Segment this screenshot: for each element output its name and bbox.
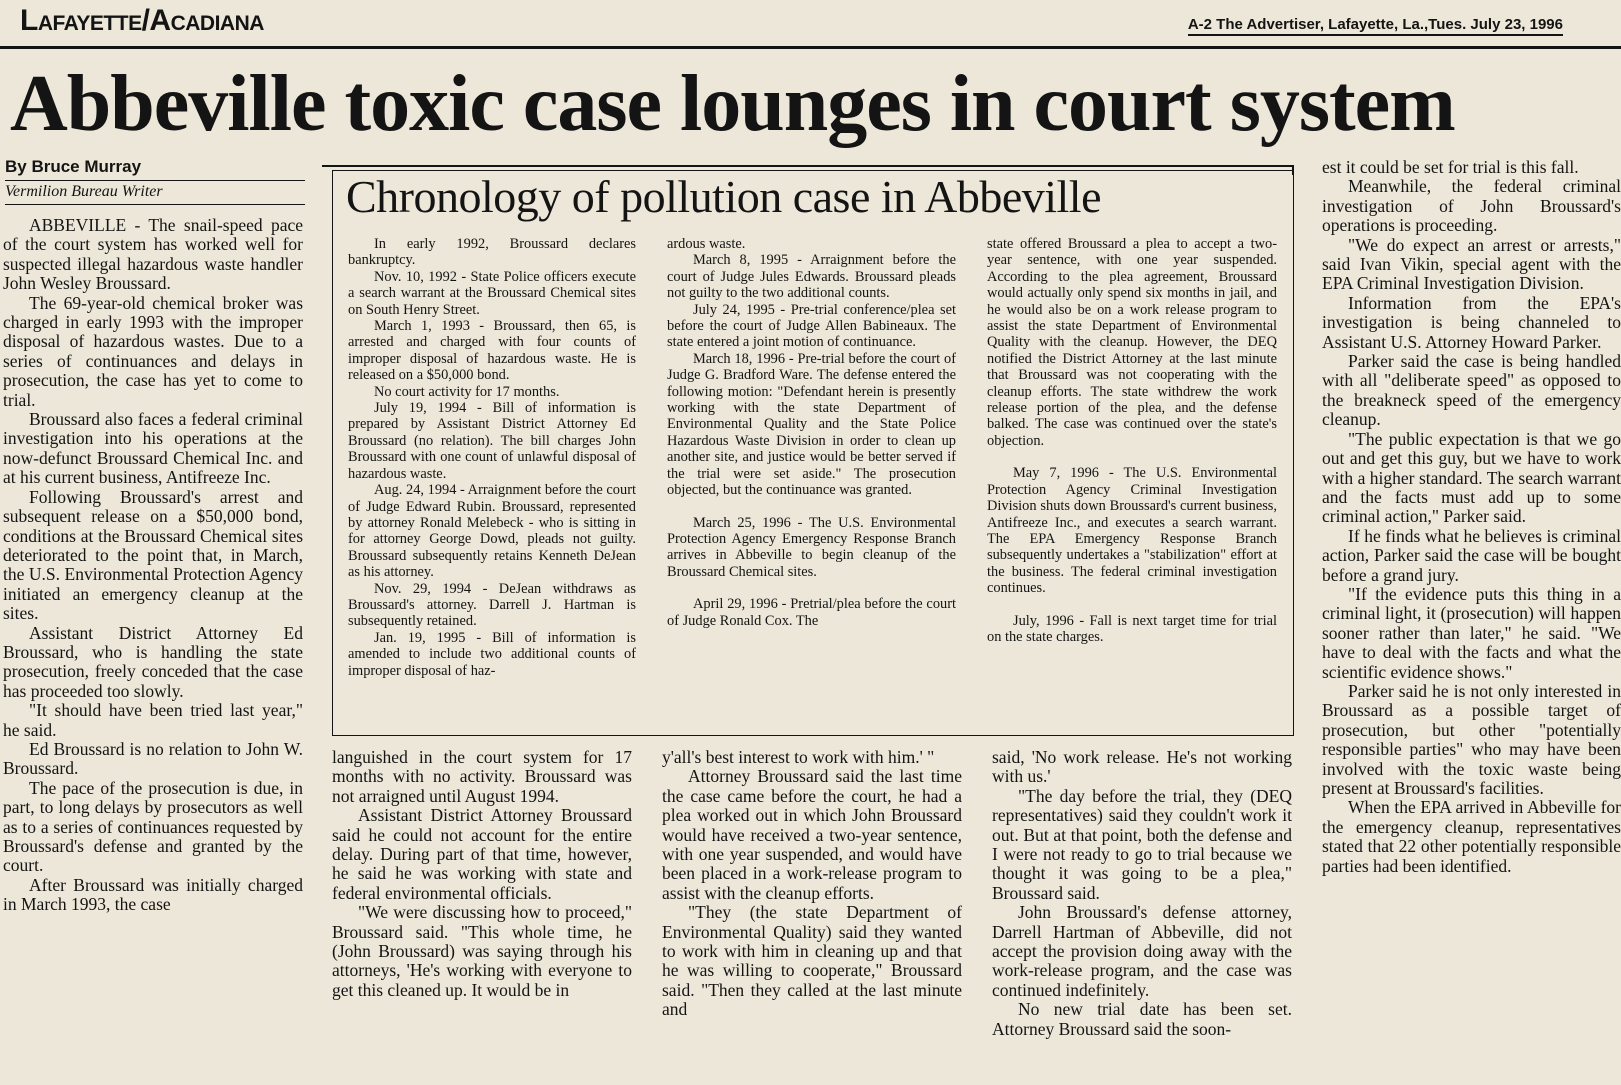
paragraph: The pace of the prosecution is due, in part, to long delays by prosecutors as well as to a series of continuances requested by Broussard's defense and granted by the court.	[3, 777, 303, 876]
chronology-entry: March 8, 1995 - Arraignment before the court of Judge Jules Edwards. Broussard pleads not guilty to the two additional counts.	[667, 252, 956, 302]
article-column-4	[992, 748, 1292, 1085]
chronology-entry: ardous waste.	[667, 236, 746, 252]
paragraph: Following Broussard's arrest and subsequent release on a $50,000 bond, conditions at the Broussard Chemical sites deteriorated to the point that, in March, the U.S. Environmental Protection Agency initiated an emergency cleanup at the sites.	[3, 486, 303, 624]
chronology-entry: Nov. 10, 1992 - State Police officers execute a search warrant at the Broussard Chemical sites on South Henry Street.	[348, 268, 636, 318]
page-folio: A-2 The Advertiser, Lafayette, La.,Tues. July 23, 1996	[1188, 16, 1563, 36]
paragraph: ABBEVILLE - The snail-speed pace of the court system has worked well for suspected illegal hazardous waste handler John Wesley Broussard.	[3, 216, 303, 294]
article-column-3	[662, 748, 962, 1085]
chronology-column-1	[348, 236, 636, 716]
article-column-1	[3, 216, 303, 1085]
chronology-entry: April 29, 1996 - Pretrial/plea before the court of Judge Ronald Cox. The	[667, 596, 956, 629]
headline: Abbeville toxic case lounges in court system	[10, 60, 1455, 148]
chronology-entry: May 7, 1996 - The U.S. Environmental Protection Agency Criminal Investigation Division shuts down Broussard's current business, Antifreeze Inc., and executes a search warrant. The EPA Emergency Response Branch subsequently undertakes a "stabilization" effort at the business. The federal criminal investigation continues.	[987, 465, 1277, 597]
chronology-entry: March 18, 1996 - Pre-trial before the court of Judge G. Bradford Ware. The defense entered the following motion: "Defendant herein is presently working with the state Department of Environmental Quality and the State Police Hazardous Waste Division in order to clean up another site, and justice would be better served if the trial were set aside." The prosecution objected, but the continuance was granted.	[667, 350, 956, 499]
paragraph: "We were discussing how to proceed," Broussard said. "This whole time, he (John Broussard) was saying through his attorneys, 'He's working with everyone to get this cleaned up. It would be in	[332, 902, 632, 1000]
paragraph: Parker said he is not only interested in Broussard as a possible target of prosecution, but other "potentially responsible parties" who may have been involved with the toxic waste being present at Broussard's facilities.	[1322, 680, 1621, 798]
chronology-entry: state offered Broussard a plea to accept a two-year sentence, with one year suspended. According to the plea agreement, Broussard would actually only spend six months in jail, and he would also be on a work release program to assist the state Department of Environmental Quality with the cleanup. However, the DEQ notified the District Attorney at the last minute that Broussard was not cooperating with the cleanup efforts. The state withdrew the work release portion of the plea, and the defense balked. The case was continued over the state's objection.	[987, 236, 1277, 449]
paragraph: est it could be set for trial is this fall.	[1322, 158, 1579, 177]
chronology-entry: July, 1996 - Fall is next target time for trial on the state charges.	[987, 612, 1277, 645]
bureau-rule	[5, 204, 305, 205]
chronology-entry: Nov. 29, 1994 - DeJean withdraws as Broussard's attorney. Darrell J. Hartman is subsequently retained.	[348, 580, 636, 630]
masthead-rule	[0, 46, 1621, 49]
bureau-line: Vermilion Bureau Writer	[5, 183, 163, 200]
paragraph: "It should have been tried last year," he said.	[3, 700, 303, 740]
paragraph: No new trial date has been set. Attorney Broussard said the soon-	[992, 999, 1292, 1039]
paragraph: "If the evidence puts this thing in a criminal light, it (prosecution) will happen sooner rather than later," he said. "We have to deal with the facts and what the scientific evidence shows."	[1322, 583, 1621, 682]
chronology-entry: March 1, 1993 - Broussard, then 65, is arrested and charged with four counts of improper disposal of hazardous waste. He is released on a $50,000 bond.	[348, 318, 636, 384]
paragraph: Parker said the case is being handled with all "deliberate speed" as opposed to the breakneck speed of the emergency cleanup.	[1322, 351, 1621, 430]
chronology-entry: March 25, 1996 - The U.S. Environmental Protection Agency Emergency Response Branch arrives in Abbeville to begin cleanup of the Broussard Chemical sites.	[667, 514, 956, 580]
paragraph: y'all's best interest to work with him.' "	[662, 748, 935, 767]
paragraph: When the EPA arrived in Abbeville for the emergency cleanup, representatives stated that 22 other potentially responsible parties had been identified.	[1322, 797, 1621, 876]
article-column-5	[1322, 158, 1621, 1085]
chronology-entry: In early 1992, Broussard declares bankruptcy.	[348, 236, 636, 269]
chronology-entry: July 24, 1995 - Pre-trial conference/plea set before the court of Judge Allen Babineaux. The state entered a joint motion of continuance.	[667, 301, 956, 351]
paragraph: Broussard also faces a federal criminal investigation into his operations at the now-defunct Broussard Chemical Inc. and at his current business, Antifreeze Inc.	[3, 409, 303, 488]
chronology-top-rule	[322, 165, 1294, 167]
chronology-column-3	[987, 236, 1277, 716]
chronology-entry: Aug. 24, 1994 - Arraignment before the court of Judge Edward Rubin. Broussard, represented by attorney Ronald Melebeck - who is sitting in for attorney George Dowd, pleads not guilty. Broussard subsequently retains Kenneth DeJean as his attorney.	[348, 482, 636, 581]
chronology-entry: Jan. 19, 1995 - Bill of information is amended to include two additional counts of improper disposal of haz-	[348, 629, 636, 679]
paragraph: languished in the court system for 17 months with no activity. Broussard was not arraigned until August 1994.	[332, 748, 632, 806]
paragraph: Meanwhile, the federal criminal investigation of John Broussard's operations is proceeding.	[1322, 176, 1621, 236]
paragraph: "The public expectation is that we go out and get this guy, but we have to work with a higher standard. The search warrant and the facts must add up to some criminal action," Parker said.	[1322, 428, 1621, 527]
article-column-2	[332, 748, 632, 1085]
paragraph: Attorney Broussard said the last time the case came before the court, he had a plea worked out in which John Broussard would have received a two-year sentence, with one year suspended, and would have been placed in a work-release program to assist with the cleanup efforts.	[662, 766, 962, 903]
byline-rule	[5, 180, 305, 181]
paragraph: Ed Broussard is no relation to John W. Broussard.	[3, 738, 303, 779]
paragraph: If he finds what he believes is criminal action, Parker said the case will be bought before a grand jury.	[1322, 525, 1621, 585]
paragraph: Assistant District Attorney Broussard said he could not account for the entire delay. During part of that time, however, he said he was working with state and federal environmental officials.	[332, 805, 632, 903]
chronology-entry: July 19, 1994 - Bill of information is prepared by Assistant District Attorney Ed Broussard (no relation). The bill charges John Broussard with one count of unlawful disposal of hazardous waste.	[348, 400, 636, 482]
paragraph: After Broussard was initially charged in March 1993, the case	[3, 874, 303, 915]
paragraph: "The day before the trial, they (DEQ representatives) said they couldn't work it out. But at that point, both the defense and I were not ready to go to trial because we thought it was going to be a plea," Broussard said.	[992, 785, 1292, 903]
section-heading: Lafayette/Acadiana	[20, 4, 264, 37]
chronology-title: Chronology of pollution case in Abbeville	[346, 171, 1102, 222]
paragraph: said, 'No work release. He's not working with us.'	[992, 748, 1292, 787]
paragraph: John Broussard's defense attorney, Darrell Hartman of Abbeville, did not accept the provision doing away with the work-release program, and the case was continued indefinitely.	[992, 902, 1292, 1000]
paragraph: "We do expect an arrest or arrests," said Ivan Vikin, special agent with the EPA Criminal Investigation Division.	[1322, 234, 1621, 294]
paragraph: Information from the EPA's investigation is being channeled to Assistant U.S. Attorney Howard Parker.	[1322, 292, 1621, 352]
chronology-column-2	[667, 236, 956, 716]
byline: By Bruce Murray	[5, 157, 142, 176]
paragraph: Assistant District Attorney Ed Broussard, who is handling the state prosecution, freely conceded that the case has proceeded too slowly.	[3, 622, 303, 701]
paragraph: "They (the state Department of Environmental Quality) said they wanted to work with him in cleaning up and that he was willing to cooperate," Broussard said. "Then they called at the last minute and	[662, 902, 962, 1020]
chronology-entry: No court activity for 17 months.	[374, 383, 560, 400]
paragraph: The 69-year-old chemical broker was charged in early 1993 with the improper disposal of hazardous wastes. Due to a series of continuances and delays in prosecution, the case has yet to come to trial.	[3, 292, 303, 410]
